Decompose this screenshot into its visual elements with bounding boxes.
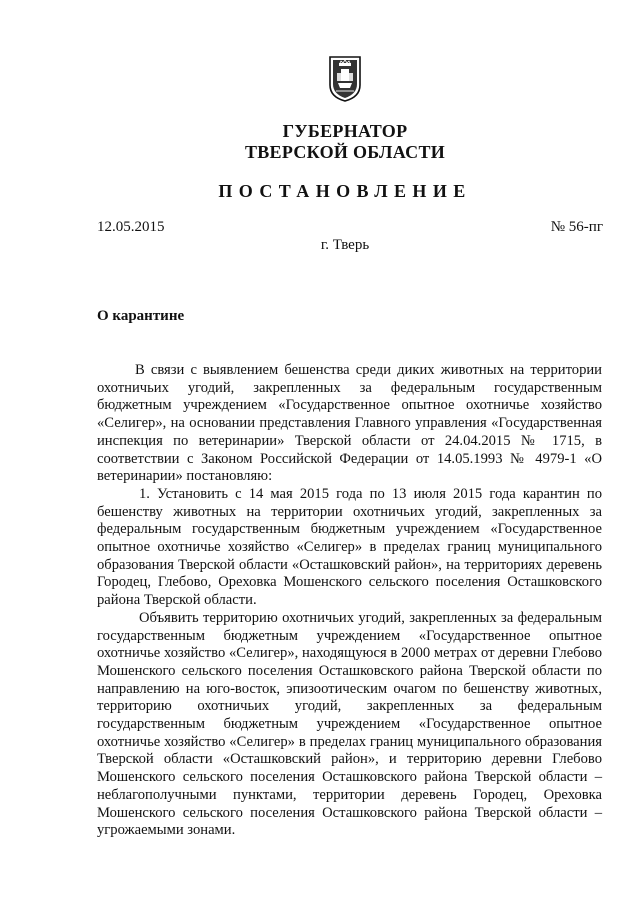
preamble-paragraph: В связи с выявлением бешенства среди диких животных на территории охотничьих угодий, закрепленных за федеральным государственным бюджетным учреждением «Государственное опытное охотничье хозяйство «Селигер», на основании представления Главного управления «Государственная инспекция по ветеринарии» Тверской области от 24.04.2015 № 1715, в соответствии с Законом Российской Федерации от 14.05.1993 № 4979-1 «О ветеринарии» постановляю: xyxy=(97,362,602,485)
document-date: 12.05.2015 xyxy=(97,219,165,235)
document-city: г. Тверь xyxy=(320,237,370,253)
declaration-paragraph: Объявить территорию охотничьих угодий, закрепленных за федеральным государственным бюджетным учреждением «Государственное опытное охотничье хозяйство «Селигер», находящуюся в 2000 метрах от деревни Глебово Мошенского сельского поселения Осташковского района Тверской области по направлению на юго-восток, эпизоотическим очагом по бешенству животных, территорию охотничьих угодий, закрепленных за федеральным государственным бюджетным учреждением «Государственное опытное охотничье хозяйство «Селигер» в пределах границ муниципального образования Тверской области «Осташковский район», и территорию деревни Глебово Мошенского сельского поселения Осташковского района Тверской области – неблагополучными пунктами, территории деревень Городец, Ореховка Мошенского сельского поселения Осташковского района Тверской области – угрожаемыми зонами. xyxy=(97,609,602,839)
document-body xyxy=(97,362,602,840)
document-number: № 56-пг xyxy=(550,219,603,235)
coat-of-arms-icon xyxy=(328,55,362,103)
clause-1-paragraph: 1. Установить с 14 мая 2015 года по 13 июля 2015 года карантин по бешенству животных на территории охотничьих угодий, закрепленных за федеральным государственным бюджетным учреждением «Государственное опытное охотничье хозяйство «Селигер» в пределах границ муниципального образования Тверской области «Осташковский район», на территориях деревень Городец, Глебово, Ореховка Мошенского сельского поселения Осташковского района Тверской области. xyxy=(97,485,602,609)
issuer-title: ГУБЕРНАТОР xyxy=(282,121,408,141)
issuer-region: ТВЕРСКОЙ ОБЛАСТИ xyxy=(244,142,446,162)
document-subject: О карантине xyxy=(97,308,185,324)
document-type: ПОСТАНОВЛЕНИЕ xyxy=(218,181,472,201)
